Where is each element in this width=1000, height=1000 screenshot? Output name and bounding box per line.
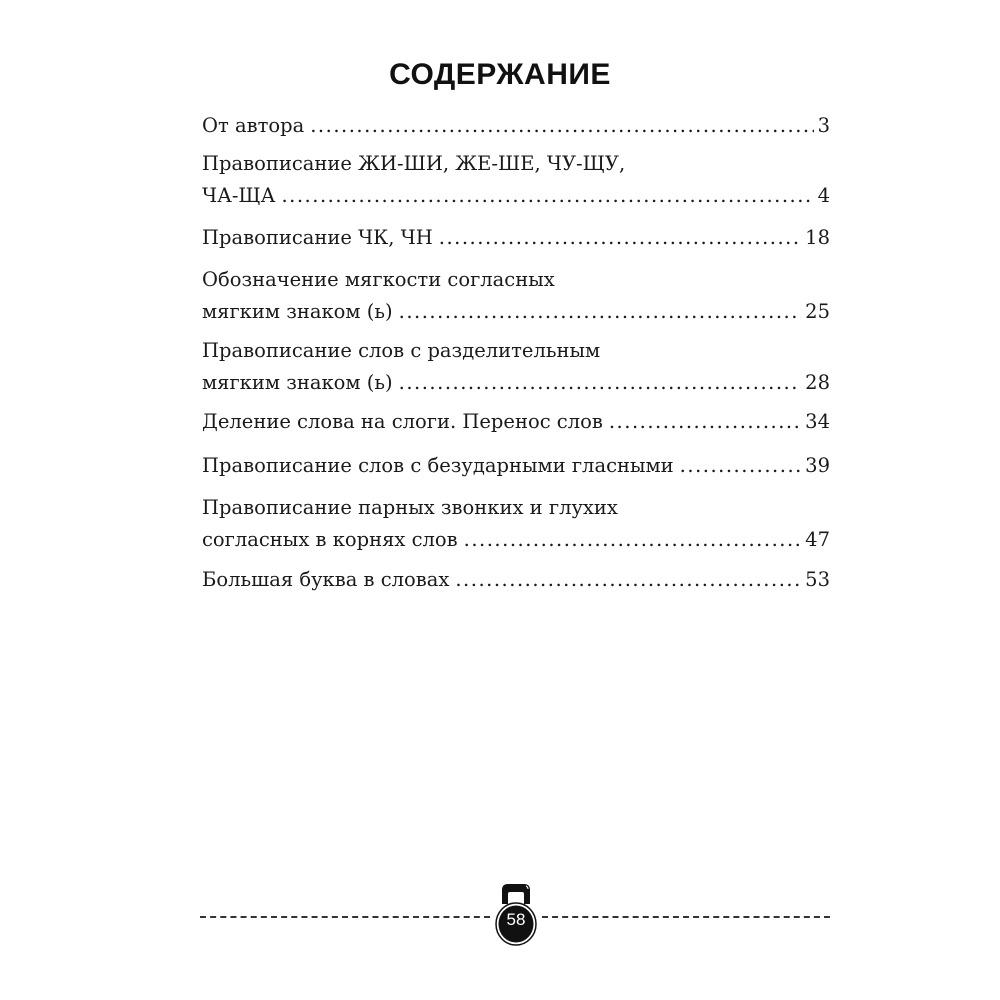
- dot-leader: [439, 222, 801, 254]
- toc-page-number: 39: [805, 454, 830, 477]
- page-footer: [200, 882, 830, 946]
- toc-entry-capital-letter[interactable]: [202, 564, 830, 596]
- dot-leader: [399, 367, 802, 399]
- toc-entry-title: Правописание слов с разделительным: [202, 339, 601, 362]
- toc-entry-title: Правописание слов с безударными гласными: [202, 454, 674, 477]
- toc-page-number: 47: [805, 528, 830, 551]
- dot-leader: [281, 180, 813, 212]
- toc-entry-title: Деление слова на слоги. Перенос слов: [202, 410, 603, 433]
- toc-entry-title: Правописание ЖИ-ШИ, ЖЕ-ШЕ, ЧУ-ЩУ,: [202, 152, 626, 175]
- toc-entry-author[interactable]: [202, 110, 830, 142]
- footer-divider-left: [200, 916, 490, 918]
- dot-leader: [455, 564, 801, 596]
- toc-entry-title: Обозначение мягкости согласных: [202, 268, 555, 291]
- toc-entry-title: От автора: [202, 114, 305, 137]
- toc-entry-syllables[interactable]: [202, 406, 830, 438]
- kettlebell-icon: [492, 882, 540, 946]
- toc-page-number: 4: [817, 184, 830, 207]
- dot-leader: [310, 110, 813, 142]
- toc-entry-title: Правописание парных звонких и глухих: [202, 496, 618, 519]
- toc-entry-separating-soft-sign[interactable]: [202, 335, 830, 399]
- toc-entry-title-continued: согласных в корнях слов: [202, 528, 458, 551]
- toc-entry-title-continued: мягким знаком (ь): [202, 300, 393, 323]
- dot-leader: [609, 406, 801, 438]
- toc-entry-title-continued: ЧА-ЩА: [202, 184, 276, 207]
- toc-page-number: 34: [805, 410, 830, 433]
- toc-page-number: 28: [805, 371, 830, 394]
- toc-page-number: 3: [817, 114, 830, 137]
- page-number: 58: [506, 910, 526, 929]
- dot-leader: [399, 296, 802, 328]
- toc-entry-soft-sign[interactable]: [202, 264, 830, 328]
- toc-page-number: 18: [805, 226, 830, 249]
- footer-divider-right: [542, 916, 830, 918]
- toc-entry-title: Большая буква в словах: [202, 568, 450, 591]
- toc-page-number: 25: [805, 300, 830, 323]
- toc-entry-chk-chn[interactable]: [202, 222, 830, 254]
- toc-entry-title: Правописание ЧК, ЧН: [202, 226, 433, 249]
- toc-entry-zhi-shi[interactable]: [202, 148, 830, 212]
- toc-entry-paired-consonants[interactable]: [202, 492, 830, 556]
- dot-leader: [680, 450, 802, 482]
- dot-leader: [464, 524, 802, 556]
- toc-page-number: 53: [805, 568, 830, 591]
- toc-entry-unstressed-vowels[interactable]: [202, 450, 830, 482]
- page-title: СОДЕРЖАНИЕ: [389, 58, 611, 91]
- toc-entry-title-continued: мягким знаком (ь): [202, 371, 393, 394]
